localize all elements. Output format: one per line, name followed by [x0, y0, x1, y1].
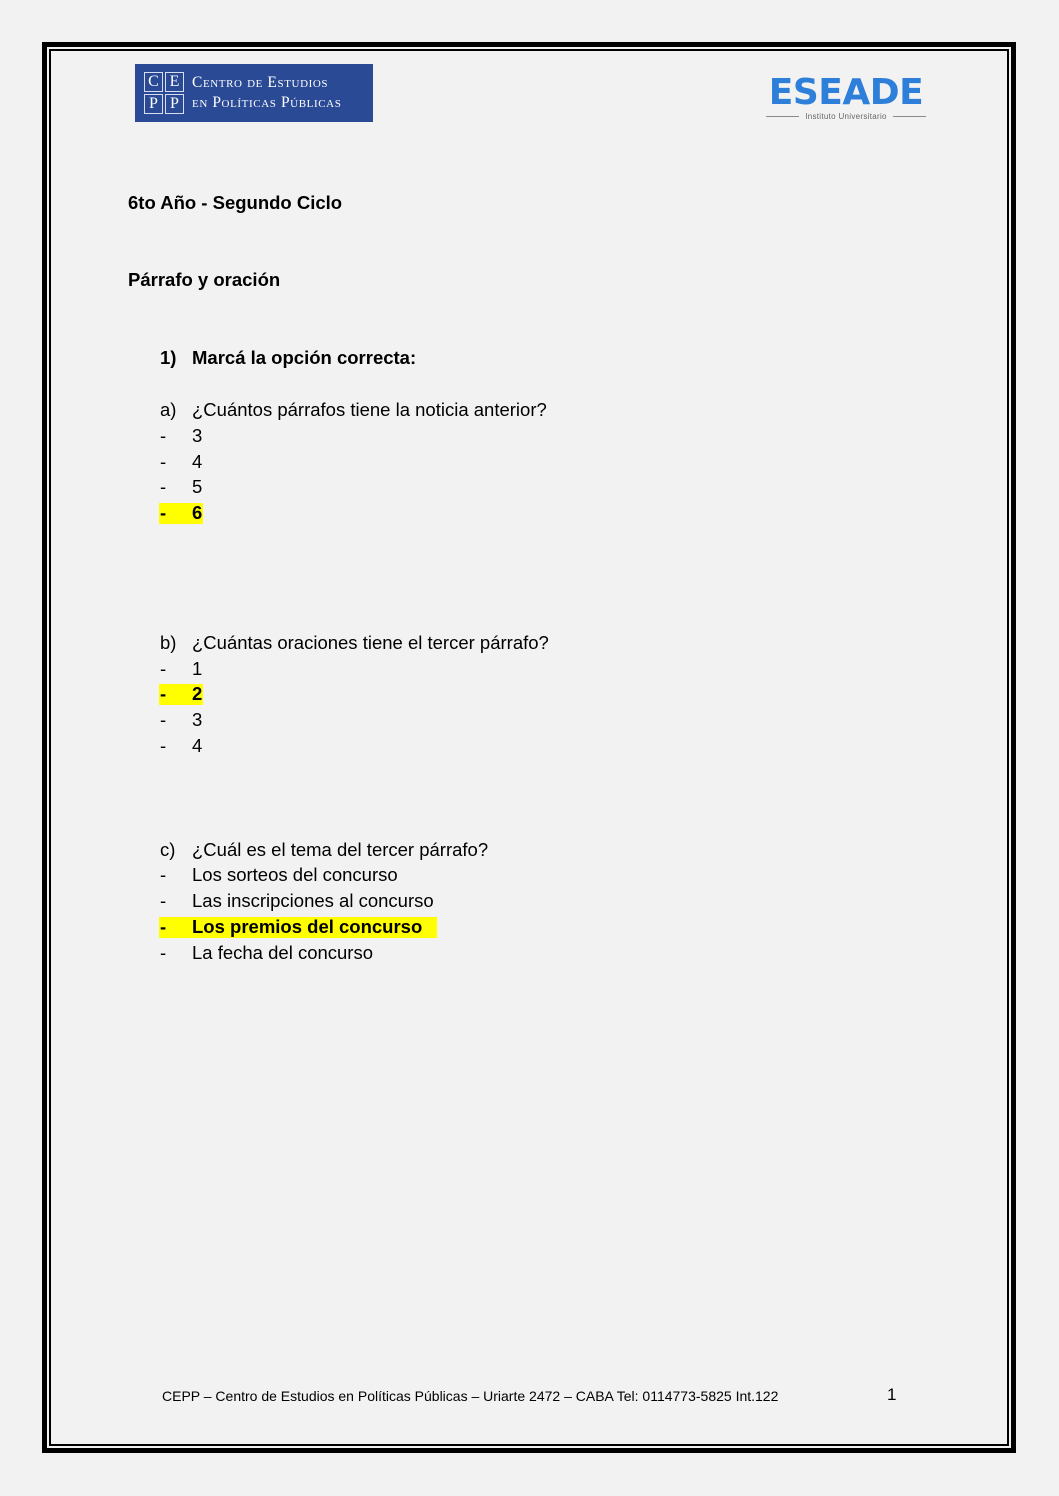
option-text: 5	[192, 476, 203, 497]
exercise-title: Marcá la opción correcta:	[192, 347, 417, 368]
option-bullet: -	[160, 425, 167, 446]
correct-option-text: 6	[192, 502, 203, 523]
eseade-logo-rule-right	[893, 116, 926, 117]
cepp-logo-line1: Centro de Estudios	[192, 74, 329, 91]
option-text: 4	[192, 451, 203, 472]
cepp-logo-letter: E	[165, 72, 184, 92]
option-bullet: -	[160, 451, 167, 472]
option-text: La fecha del concurso	[192, 942, 374, 963]
option-text: Las inscripciones al concurso	[192, 890, 434, 911]
eseade-logo-subtitle-row	[766, 112, 926, 121]
question-label: c)	[160, 839, 176, 860]
option-text: 1	[192, 658, 203, 679]
option-text: 4	[192, 735, 203, 756]
topic-heading: Párrafo y oración	[128, 269, 281, 290]
eseade-logo-name: ESEADE	[768, 72, 924, 113]
correct-option-text: 2	[192, 683, 203, 704]
footer-text: CEPP – Centro de Estudios en Políticas Públicas – Uriarte 2472 – CABA Tel: 0114773-5825 Int.122	[162, 1388, 779, 1404]
option-bullet: -	[160, 942, 167, 963]
cepp-logo-letter: C	[144, 72, 163, 92]
option-bullet: -	[160, 658, 167, 679]
option-bullet: -	[160, 683, 167, 704]
option-text: 3	[192, 709, 203, 730]
eseade-logo	[766, 72, 926, 124]
question-label: a)	[160, 399, 177, 420]
option-bullet: -	[160, 709, 167, 730]
cepp-logo-mark	[144, 72, 184, 114]
question-text: ¿Cuál es el tema del tercer párrafo?	[192, 839, 489, 860]
cepp-logo-letter: P	[144, 94, 163, 114]
eseade-logo-subtitle: Instituto Universitario	[805, 112, 887, 121]
option-bullet: -	[160, 735, 167, 756]
question-text: ¿Cuántos párrafos tiene la noticia anterior?	[192, 399, 547, 420]
page-number: 1	[887, 1385, 897, 1404]
cepp-logo-text	[192, 73, 341, 113]
cepp-logo-line2: en Políticas Públicas	[192, 94, 342, 111]
exercise-number: 1)	[160, 347, 177, 368]
question-label: b)	[160, 632, 177, 653]
option-bullet: -	[160, 864, 167, 885]
option-bullet: -	[160, 476, 167, 497]
option-bullet: -	[160, 890, 167, 911]
grade-heading: 6to Año - Segundo Ciclo	[128, 192, 343, 213]
correct-option-text: Los premios del concurso	[192, 916, 423, 937]
eseade-logo-rule-left	[766, 116, 799, 117]
option-text: 3	[192, 425, 203, 446]
cepp-logo-letter: P	[165, 94, 184, 114]
option-bullet: -	[160, 916, 167, 937]
question-text: ¿Cuántas oraciones tiene el tercer párrafo?	[192, 632, 549, 653]
option-bullet: -	[160, 502, 167, 523]
cepp-logo	[135, 64, 373, 122]
option-text: Los sorteos del concurso	[192, 864, 398, 885]
